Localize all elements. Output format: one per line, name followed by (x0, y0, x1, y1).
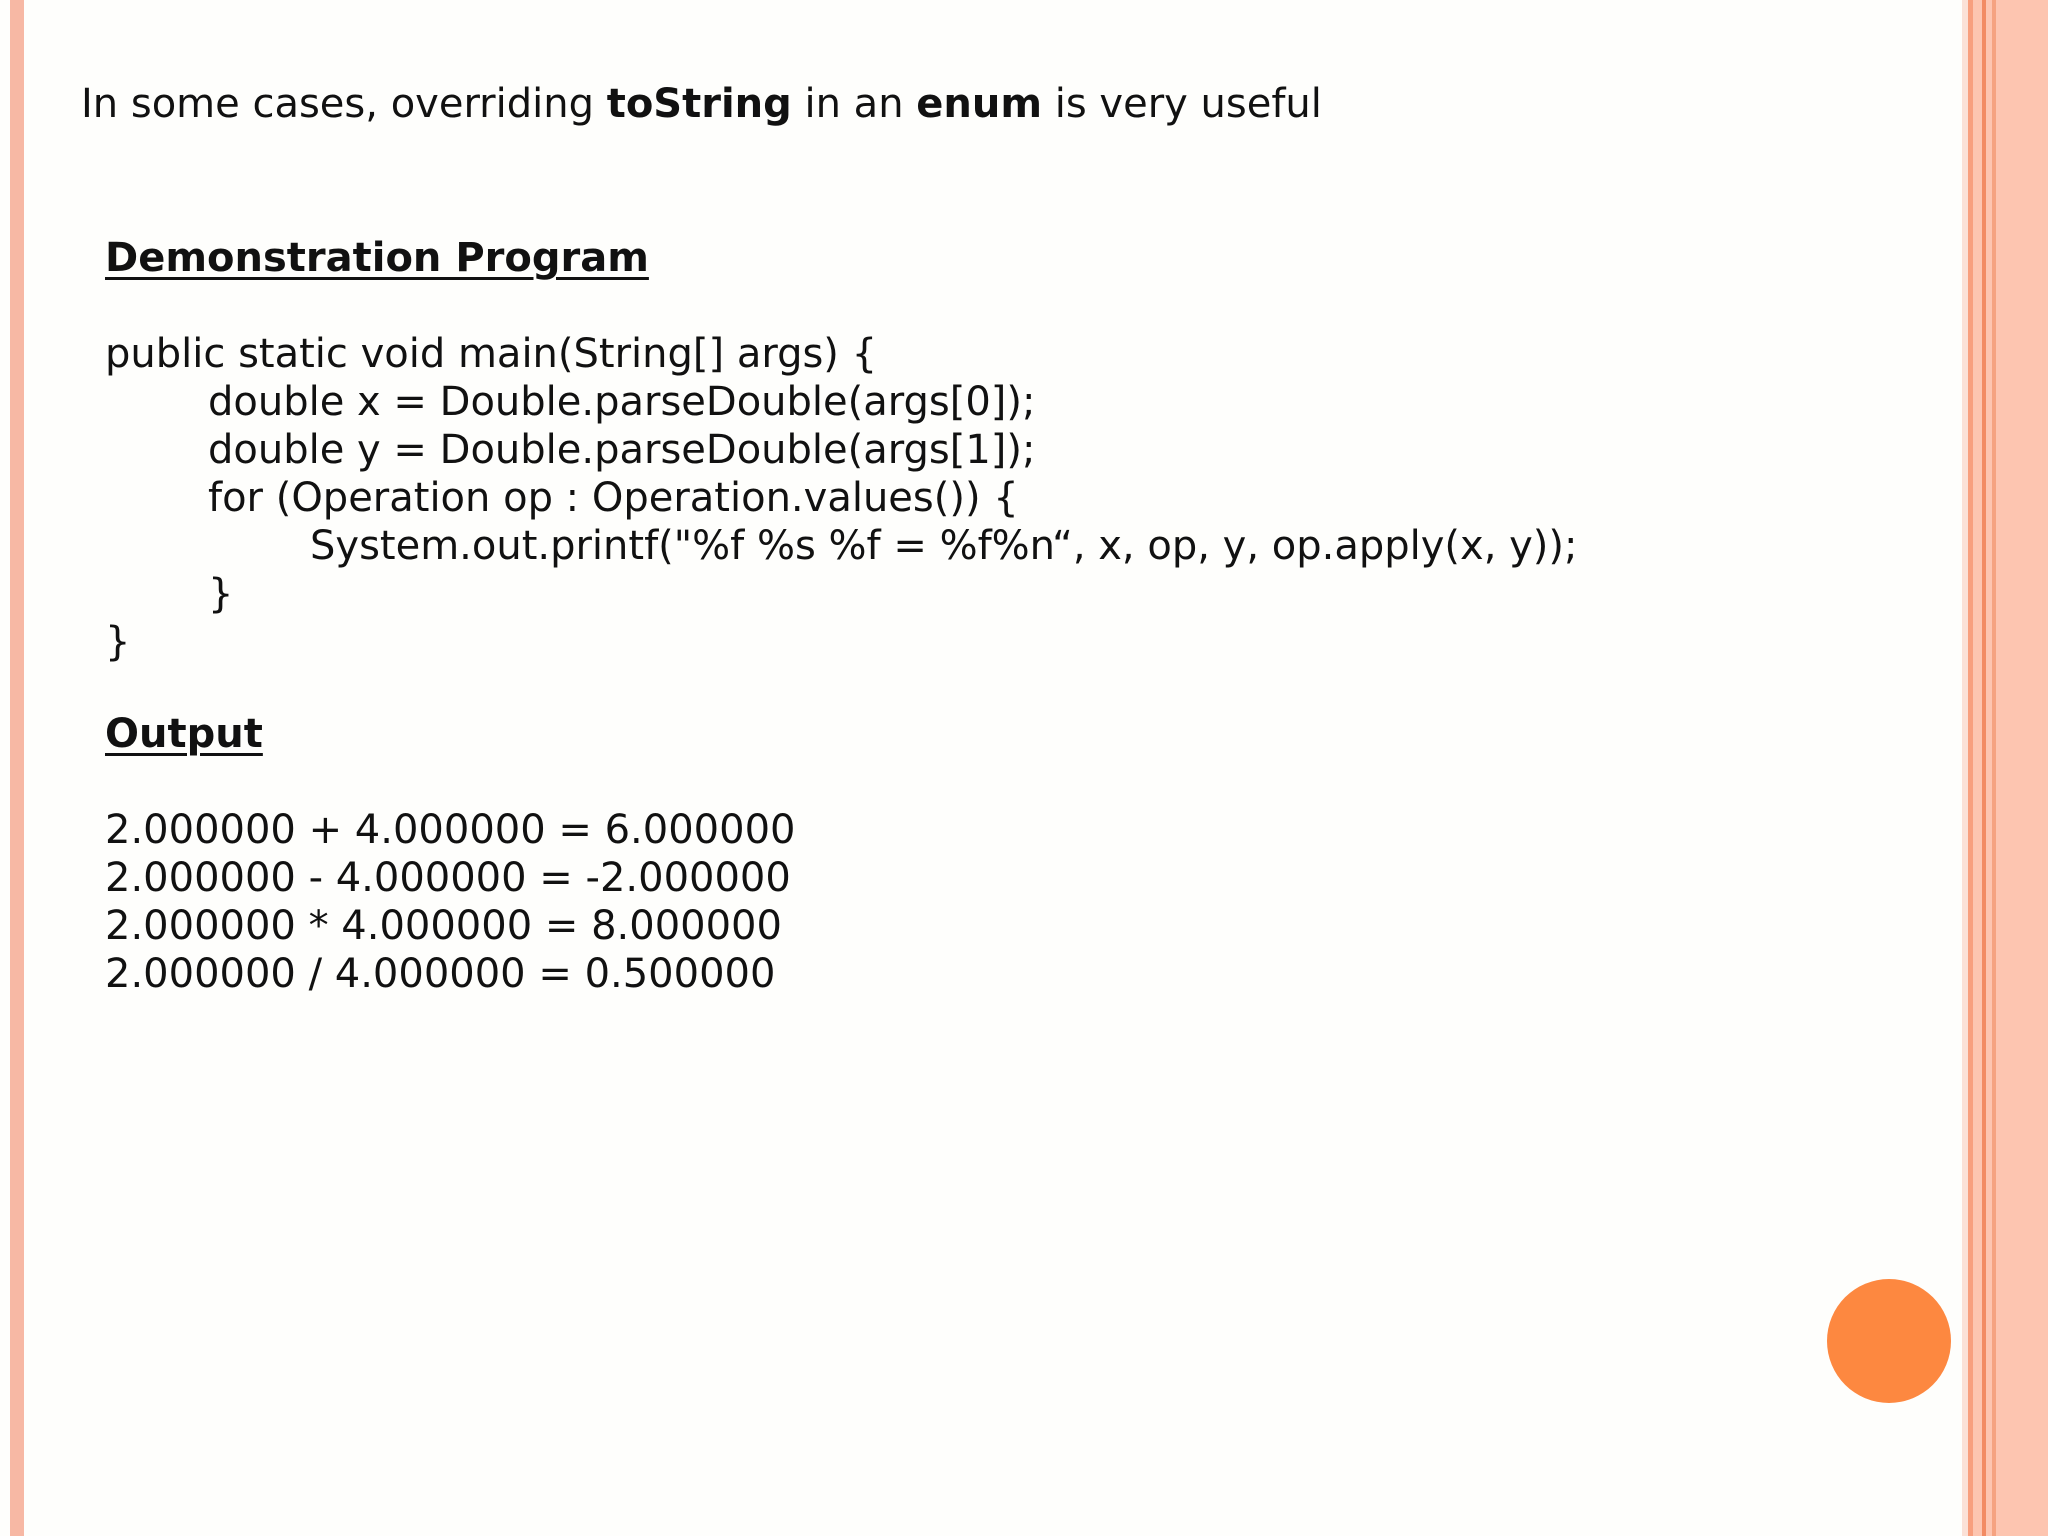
output-line: 2.000000 / 4.000000 = 0.500000 (105, 951, 776, 997)
intro-sentence (81, 76, 1322, 132)
output-heading: Output (105, 711, 263, 757)
right-decorative-stripe (1982, 0, 1986, 1536)
intro-tostring-keyword: toString (606, 81, 792, 127)
output-block (105, 806, 795, 998)
intro-text-middle: in an (791, 81, 917, 127)
right-decorative-panel (1962, 0, 2048, 1536)
code-line: System.out.printf("%f %s %f = %f%n“, x, op, y, op.apply(x, y)); (310, 523, 1578, 569)
intro-text-start: In some cases, overriding (81, 81, 607, 127)
code-line: for (Operation op : Operation.values()) { (208, 475, 1019, 521)
left-decorative-bar (10, 0, 24, 1536)
right-decorative-stripe (1968, 0, 1973, 1536)
code-line: double x = Double.parseDouble(args[0]); (208, 379, 1036, 425)
code-line: } (208, 571, 234, 617)
code-line: } (105, 619, 131, 665)
code-line: public static void main(String[] args) { (105, 331, 878, 377)
intro-text-end: is very useful (1042, 81, 1322, 127)
intro-enum-keyword: enum (916, 81, 1043, 127)
output-line: 2.000000 - 4.000000 = -2.000000 (105, 855, 791, 901)
demonstration-program-heading: Demonstration Program (105, 235, 649, 281)
code-line: double y = Double.parseDouble(args[1]); (208, 427, 1036, 473)
output-line: 2.000000 * 4.000000 = 8.000000 (105, 903, 782, 949)
right-decorative-stripe (1992, 0, 1996, 1536)
output-line: 2.000000 + 4.000000 = 6.000000 (105, 807, 796, 853)
decorative-orange-dot (1827, 1279, 1951, 1403)
code-block (105, 330, 1577, 666)
